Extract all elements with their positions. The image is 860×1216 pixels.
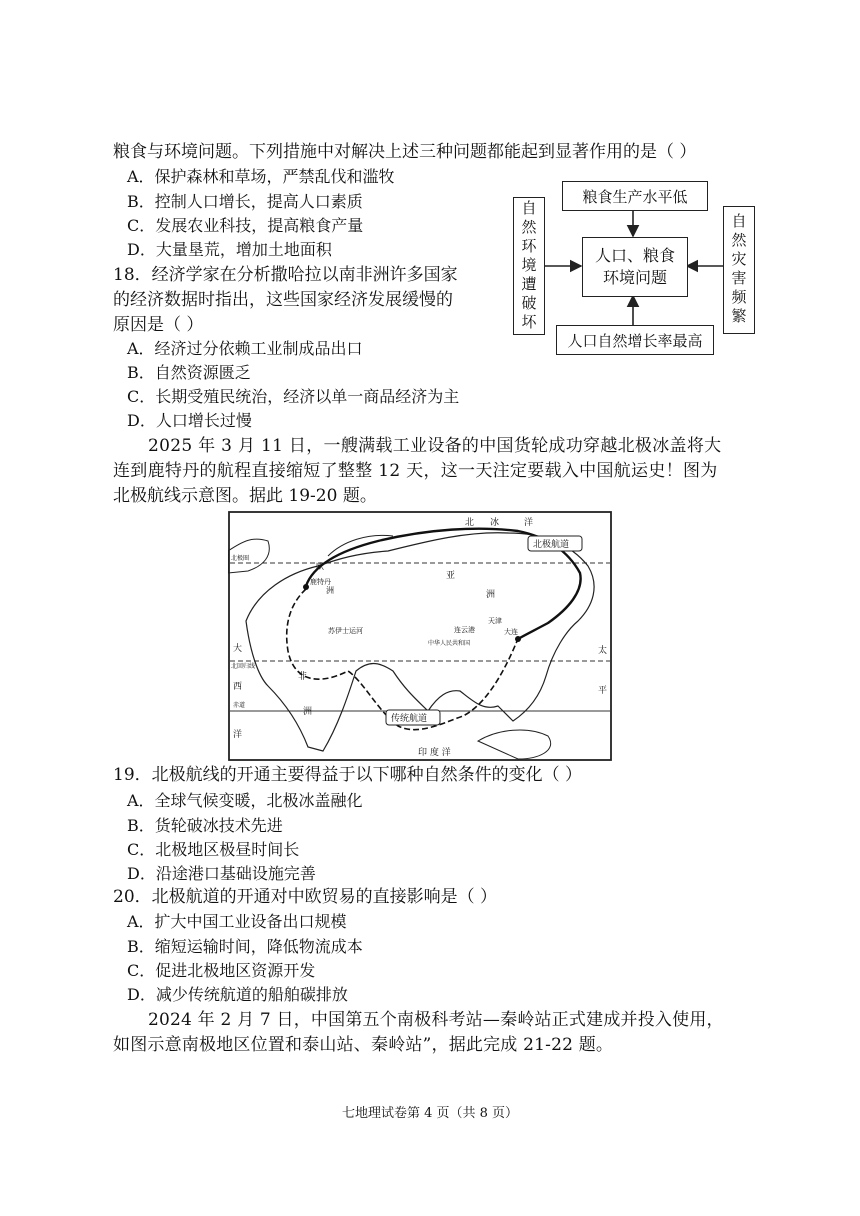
passage2-line1: 2024 年 2 月 7 日，中国第五个南极科考站—秦岭站正式建成并投入使用，	[148, 1010, 724, 1030]
map-label-pacific-1: 太	[598, 646, 608, 656]
q18-stem-line3: 原因是（ ）	[113, 315, 204, 335]
map-label-indian-ocean: 印 度 洋	[418, 748, 451, 758]
map-label-asia-1: 亚	[446, 571, 456, 581]
passage2-line2: 如图示意南极地区位置和泰山站、秦岭站”，据此完成 21-22 题。	[113, 1035, 614, 1055]
map-label-africa-2: 洲	[303, 707, 313, 717]
q19-stem: 19．北极航线的开通主要得益于以下哪种自然条件的变化（ ）	[113, 765, 583, 785]
diagram-bottom-box: 人口自然增长率最高	[556, 325, 714, 355]
map-label-dalian: 大连	[504, 628, 518, 636]
map-label-atlantic-3: 洋	[233, 730, 243, 740]
map-label-suez: 苏伊士运河	[328, 627, 363, 635]
diagram-center-box: 人口、粮食 环境问题	[582, 237, 688, 297]
map-label-arctic-1: 北	[465, 518, 475, 528]
map-label-africa-1: 非	[298, 672, 308, 682]
q20-stem: 20．北极航道的开通对中欧贸易的直接影响是（ ）	[113, 887, 498, 907]
map-label-equator: 赤道	[233, 702, 246, 709]
map-label-atlantic-2: 西	[233, 682, 243, 692]
map-label-europe-1: 欧	[316, 562, 324, 571]
map-label-arctic-3: 洋	[524, 518, 534, 528]
passage1-line3: 北极航线示意图。据此 19-20 题。	[113, 486, 377, 506]
arctic-route-map	[228, 511, 612, 761]
q17-option-d: D．大量垦荒，增加土地面积	[127, 240, 332, 259]
map-label-pacific-2: 平	[598, 686, 608, 696]
map-label-lianyungang: 连云港	[454, 626, 475, 634]
q18-option-c: C．长期受殖民统治，经济以单一商品经济为主	[127, 387, 460, 406]
q18-option-a: A．经济过分依赖工业制成品出口	[127, 339, 363, 358]
map-label-atlantic-1: 大	[233, 644, 243, 654]
diagram-left-box: 自然环境遭破坏	[513, 197, 545, 335]
map-label-asia-2: 洲	[486, 590, 496, 600]
map-label-rotterdam: 鹿特丹	[310, 578, 331, 586]
q19-option-b: B．货轮破冰技术先进	[127, 816, 283, 835]
map-label-arctic-route: 北极航道	[533, 540, 570, 550]
map-label-arctic-2: 冰	[490, 518, 500, 528]
rotterdam-marker	[303, 584, 309, 590]
q20-option-c: C．促进北极地区资源开发	[127, 961, 316, 980]
q18-stem-line2: 的经济数据时指出，这些国家经济发展缓慢的	[113, 290, 453, 310]
q20-option-d: D．减少传统航道的船舶碳排放	[127, 985, 348, 1004]
q17-stem-tail: 粮食与环境问题。下列措施中对解决上述三种问题都能起到显著作用的是（ ）	[113, 142, 697, 162]
q17-option-a: A．保护森林和草场，严禁乱伐和滥牧	[127, 167, 395, 186]
map-label-traditional-route: 传统航道	[391, 714, 428, 724]
q20-option-a: A．扩大中国工业设备出口规模	[127, 912, 347, 931]
q17-option-b: B．控制人口增长，提高人口素质	[127, 192, 363, 211]
map-label-europe-2: 洲	[326, 586, 334, 595]
q19-option-a: A．全球气候变暖，北极冰盖融化	[127, 791, 363, 810]
map-label-tropic: 北回归线	[231, 663, 256, 670]
passage1-line1: 2025 年 3 月 11 日，一艘满载工业设备的中国货轮成功穿越北极冰盖将大	[148, 436, 722, 456]
diagram-right-box: 自然灾害频繁	[723, 206, 755, 334]
passage1-line2: 连到鹿特丹的航程直接缩短了整整 12 天，这一天注定要载入中国航运史！图为	[113, 461, 718, 481]
q18-option-b: B．自然资源匮乏	[127, 363, 251, 382]
map-label-china: 中华人民共和国	[428, 640, 471, 647]
q18-stem-line1: 18．经济学家在分析撒哈拉以南非洲许多国家	[113, 265, 458, 285]
map-label-arctic-circle: 北极圈	[231, 555, 250, 562]
q18-option-d: D．人口增长过慢	[127, 411, 252, 430]
dalian-marker	[515, 636, 521, 642]
diagram-top-box: 粮食生产水平低	[562, 181, 708, 211]
page-footer: 七地理试卷第 4 页（共 8 页）	[341, 1106, 519, 1121]
q19-option-d: D．沿途港口基础设施完善	[127, 864, 316, 883]
q20-option-b: B．缩短运输时间，降低物流成本	[127, 937, 363, 956]
map-label-tianjin: 天津	[488, 617, 502, 625]
q19-option-c: C．北极地区极昼时间长	[127, 840, 300, 859]
q17-option-c: C．发展农业科技，提高粮食产量	[127, 216, 364, 235]
